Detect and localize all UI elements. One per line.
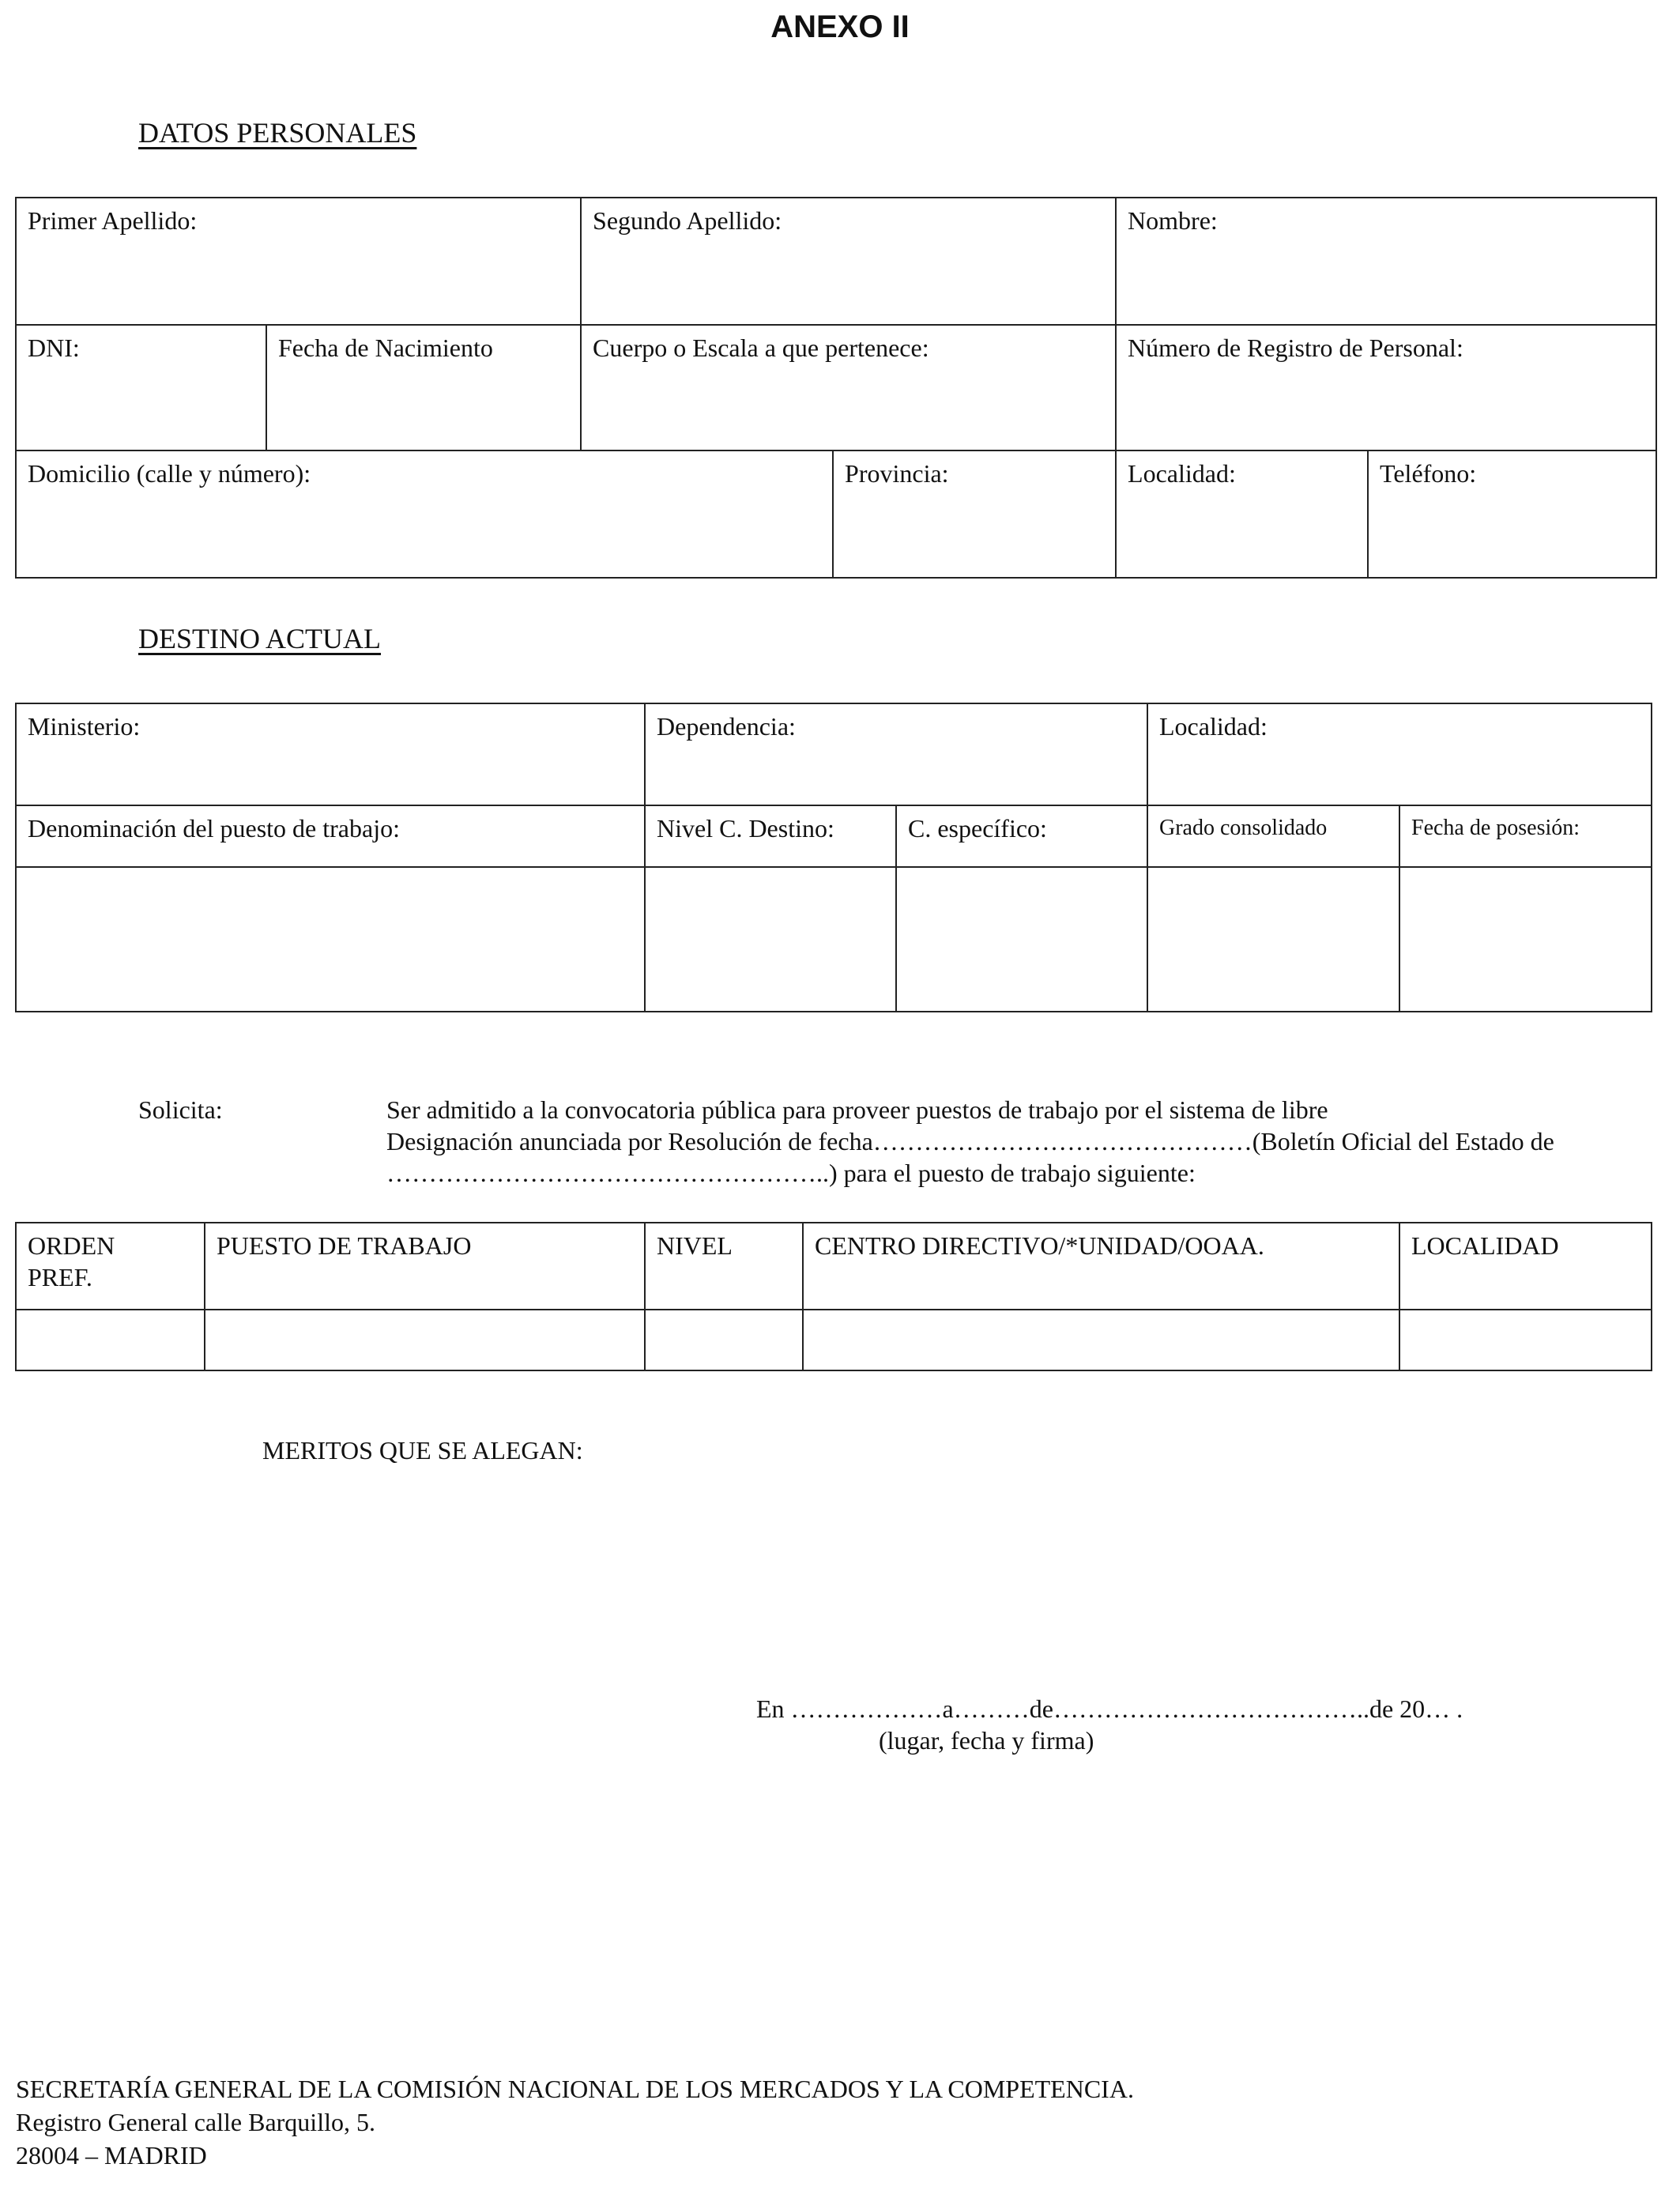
label-localidad-destino: Localidad:: [1159, 712, 1268, 741]
field-nombre[interactable]: [1116, 198, 1656, 325]
input-centro-directivo[interactable]: [803, 1310, 1399, 1370]
field-telefono[interactable]: [1368, 450, 1656, 578]
input-denominacion[interactable]: [16, 867, 645, 1012]
label-c-especifico: C. específico:: [908, 814, 1047, 843]
firma-caption: (lugar, fecha y firma): [879, 1726, 1094, 1755]
label-orden: ORDEN: [28, 1231, 115, 1260]
field-cuerpo-escala[interactable]: [581, 325, 1116, 450]
label-denominacion: Denominación del puesto de trabajo:: [28, 814, 400, 843]
label-pref: PREF.: [28, 1263, 92, 1291]
header-localidad-puesto: [1399, 1223, 1652, 1310]
label-dni: DNI:: [28, 334, 80, 362]
input-nivel-destino[interactable]: [645, 867, 896, 1012]
header-denominacion: [16, 805, 645, 867]
label-grado: Grado consolidado: [1159, 816, 1328, 840]
label-dependencia: Dependencia:: [657, 712, 796, 741]
label-primer-apellido: Primer Apellido:: [28, 206, 198, 235]
input-nivel[interactable]: [645, 1310, 803, 1370]
footer-line1: SECRETARÍA GENERAL DE LA COMISIÓN NACIONAL DE LOS MERCADOS Y LA COMPETENCIA.: [16, 2075, 1134, 2103]
field-domicilio[interactable]: [16, 450, 833, 578]
header-orden-pref: [16, 1223, 205, 1310]
input-c-especifico[interactable]: [896, 867, 1147, 1012]
header-c-especifico: [896, 805, 1147, 867]
label-fecha-nacimiento: Fecha de Nacimiento: [278, 334, 493, 362]
input-fecha-posesion[interactable]: [1399, 867, 1652, 1012]
label-nivel: NIVEL: [657, 1231, 733, 1260]
input-orden-pref[interactable]: [16, 1310, 205, 1370]
field-localidad-destino[interactable]: [1147, 703, 1652, 805]
input-localidad-puesto[interactable]: [1399, 1310, 1652, 1370]
header-grado: [1147, 805, 1399, 867]
label-numero-registro: Número de Registro de Personal:: [1128, 334, 1463, 362]
field-dependencia[interactable]: [645, 703, 1147, 805]
field-ministerio[interactable]: [16, 703, 645, 805]
label-ministerio: Ministerio:: [28, 712, 141, 741]
puestos-table: [15, 1222, 1652, 1371]
meritos-label: MERITOS QUE SE ALEGAN:: [262, 1436, 583, 1465]
label-segundo-apellido: Segundo Apellido:: [593, 206, 782, 235]
input-grado[interactable]: [1147, 867, 1399, 1012]
document-title: ANEXO II: [770, 9, 910, 44]
footer-address: [16, 2072, 1134, 2172]
solicita-text-line2: Designación anunciada por Resolución de fecha………………………………………(Boletín Oficial del Estado de: [386, 1127, 1554, 1155]
header-fecha-posesion: [1399, 805, 1652, 867]
label-domicilio: Domicilio (calle y número):: [28, 459, 311, 488]
label-nivel-destino: Nivel C. Destino:: [657, 814, 834, 843]
label-nombre: Nombre:: [1128, 206, 1218, 235]
label-telefono: Teléfono:: [1380, 459, 1477, 488]
personal-data-table: [15, 197, 1657, 579]
label-localidad-puesto: LOCALIDAD: [1411, 1231, 1559, 1260]
field-numero-registro[interactable]: [1116, 325, 1656, 450]
label-localidad: Localidad:: [1128, 459, 1236, 488]
label-puesto-trabajo: PUESTO DE TRABAJO: [217, 1231, 472, 1260]
header-nivel: [645, 1223, 803, 1310]
field-primer-apellido[interactable]: [16, 198, 581, 325]
firma-line: En ………………a………de………………………………..de 20… .: [756, 1695, 1463, 1723]
footer-line3: 28004 – MADRID: [16, 2141, 207, 2169]
solicita-text-line1: Ser admitido a la convocatoria pública para proveer puestos de trabajo por el sistema de libre: [386, 1095, 1328, 1124]
field-dni[interactable]: [16, 325, 266, 450]
section-heading-destino-actual: DESTINO ACTUAL: [138, 623, 381, 654]
field-segundo-apellido[interactable]: [581, 198, 1116, 325]
header-puesto-trabajo: [205, 1223, 645, 1310]
destino-actual-table: [15, 703, 1652, 1012]
solicita-label: Solicita:: [138, 1095, 223, 1124]
section-heading-datos-personales: DATOS PERSONALES: [138, 117, 417, 149]
label-cuerpo-escala: Cuerpo o Escala a que pertenece:: [593, 334, 929, 362]
input-puesto-trabajo[interactable]: [205, 1310, 645, 1370]
footer-line2: Registro General calle Barquillo, 5.: [16, 2108, 375, 2136]
field-provincia[interactable]: [833, 450, 1116, 578]
field-fecha-nacimiento[interactable]: [266, 325, 581, 450]
header-nivel-destino: [645, 805, 896, 867]
field-localidad[interactable]: [1116, 450, 1368, 578]
header-centro-directivo: [803, 1223, 1399, 1310]
solicita-text-line3: ……………………………………………..) para el puesto de trabajo siguiente:: [386, 1159, 1196, 1187]
label-centro-directivo: CENTRO DIRECTIVO/*UNIDAD/OOAA.: [815, 1231, 1264, 1260]
label-fecha-posesion: Fecha de posesión:: [1411, 816, 1580, 840]
label-provincia: Provincia:: [845, 459, 949, 488]
